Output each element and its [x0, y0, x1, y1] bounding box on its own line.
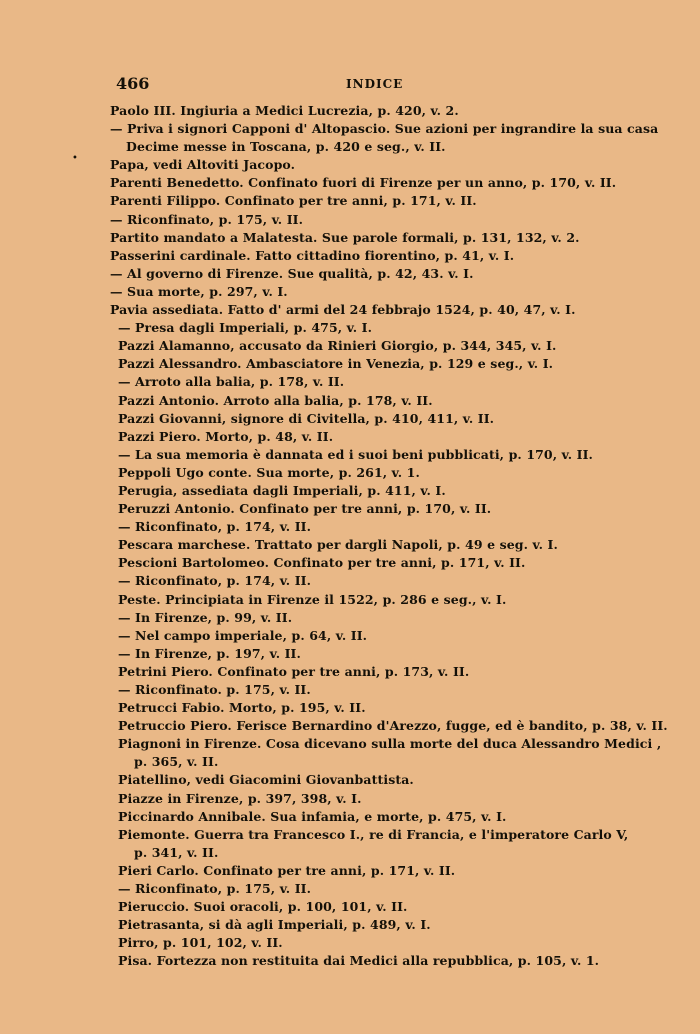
index-entry-text: Piazze in Firenze, p. 397, 398, v. I. — [118, 790, 362, 806]
index-entry-text: Passerini cardinale. Fatto cittadino fiorentino, p. 41, v. I. — [110, 247, 515, 263]
index-entry — [110, 591, 650, 609]
index-entry-text: Pietrasanta, si dà agli Imperiali, p. 489, v. I. — [118, 917, 431, 933]
index-entry-text: Piagnoni in Firenze. Cosa dicevano sulla morte del duca Alessandro Medici , — [118, 736, 662, 752]
index-entry-text: Piatellino, vedi Giacomini Giovanbattista. — [118, 772, 414, 788]
index-entry-text: — Priva i signori Capponi d' Altopascio. Sue azioni per ingrandire la sua casa — [110, 121, 659, 137]
index-entry-text: Partito mandato a Malatesta. Sue parole formali, p. 131, 132, v. 2. — [110, 229, 580, 245]
index-entry — [110, 102, 650, 120]
index-entry-text: Pisa. Fortezza non restituita dai Medici alla repubblica, p. 105, v. 1. — [118, 953, 600, 969]
index-entry-text: Pazzi Alessandro. Ambasciatore in Venezia, p. 129 e seg., v. I. — [118, 356, 554, 372]
index-entry — [110, 192, 650, 210]
index-entries — [110, 102, 668, 971]
index-entry-text: — La sua memoria è dannata ed i suoi beni pubblicati, p. 170, v. II. — [118, 446, 593, 462]
index-entry-text: Paolo III. Ingiuria a Medici Lucrezia, p. 420, v. 2. — [110, 103, 459, 118]
index-entry — [110, 790, 650, 808]
index-entry — [110, 446, 650, 464]
index-entry — [110, 482, 650, 500]
index-entry-text: Peste. Principiata in Firenze il 1522, p. 286 e seg., v. I. — [118, 591, 507, 607]
index-entry — [110, 301, 650, 319]
index-entry-text: Papa, vedi Altoviti Jacopo. — [110, 157, 296, 173]
index-entry-text: Pazzi Giovanni, signore di Civitella, p. 410, 411, v. II. — [118, 410, 495, 426]
index-entry — [110, 373, 650, 391]
index-entry — [110, 536, 650, 554]
index-entry — [110, 808, 650, 826]
index-entry — [110, 645, 650, 663]
index-entry-text: Perugia, assediata dagli Imperiali, p. 411, v. I. — [118, 482, 446, 498]
index-entry-text: Parenti Filippo. Confinato per tre anni, p. 171, v. II. — [110, 193, 477, 209]
index-entry — [110, 355, 650, 373]
index-entry-text: Pieruccio. Suoi oracoli, p. 100, 101, v. II. — [118, 899, 408, 915]
index-entry — [110, 627, 650, 645]
index-entry — [110, 934, 650, 952]
index-entry — [110, 862, 650, 880]
index-entry-text: Petrini Piero. Confinato per tre anni, p. 173, v. II. — [118, 663, 470, 679]
running-title: INDICE — [346, 77, 404, 91]
index-entry-text: Peruzzi Antonio. Confinato per tre anni, p. 170, v. II. — [118, 501, 492, 517]
index-entry-text: Pieri Carlo. Confinato per tre anni, p. 171, v. II. — [118, 862, 456, 878]
index-entry — [110, 898, 650, 916]
index-entry-text: Pescioni Bartolomeo. Confinato per tre anni, p. 171, v. II. — [118, 555, 526, 571]
index-entry-text: — Riconfinato, p. 174, v. II. — [118, 573, 312, 589]
index-entry — [110, 428, 650, 446]
index-entry-text: — In Firenze, p. 99, v. II. — [118, 609, 293, 625]
index-entry — [110, 156, 650, 174]
index-entry-text: Pazzi Alamanno, accusato da Rinieri Giorgio, p. 344, 345, v. I. — [118, 338, 557, 354]
index-entry — [110, 826, 650, 862]
index-entry-text: Piemonte. Guerra tra Francesco I., re di Francia, e l'imperatore Carlo V, — [118, 826, 629, 842]
index-entry — [110, 464, 650, 482]
index-entry — [110, 771, 650, 789]
index-entry — [110, 247, 650, 265]
index-entry-continuation: Decime messe in Toscana, p. 420 e seg., v. II. — [126, 139, 446, 155]
index-entry — [110, 681, 650, 699]
index-entry-text: — Riconfinato, p. 175, v. II. — [110, 211, 304, 227]
index-entry-continuation: p. 341, v. II. — [134, 844, 219, 860]
index-entry — [110, 120, 659, 156]
index-entry-text: Pazzi Antonio. Arroto alla balia, p. 178, v. II. — [118, 392, 433, 408]
index-entry-text: Peppoli Ugo conte. Sua morte, p. 261, v. 1. — [118, 464, 420, 480]
page-number: 466 — [116, 74, 150, 93]
index-entry-text: — Sua morte, p. 297, v. I. — [110, 283, 288, 299]
index-entry — [110, 337, 650, 355]
index-entry-text: — In Firenze, p. 197, v. II. — [118, 645, 301, 661]
index-entry-text: Pazzi Piero. Morto, p. 48, v. II. — [118, 428, 334, 444]
index-entry — [110, 392, 650, 410]
page-header — [116, 74, 596, 100]
index-entry-text: Piccinardo Annibale. Sua infamia, e morte, p. 475, v. I. — [118, 808, 507, 824]
index-entry — [110, 699, 650, 717]
index-entry — [110, 265, 650, 283]
index-entry-text: — Presa dagli Imperiali, p. 475, v. I. — [118, 320, 373, 336]
index-entry-text: — Riconfinato. p. 175, v. II. — [118, 682, 311, 697]
index-entry — [110, 554, 650, 572]
index-entry-text: Parenti Benedetto. Confinato fuori di Firenze per un anno, p. 170, v. II. — [110, 175, 617, 191]
index-entry — [110, 319, 650, 337]
index-entry — [110, 283, 650, 301]
index-entry-continuation: p. 365, v. II. — [134, 754, 219, 770]
index-entry — [110, 916, 650, 934]
index-entry — [110, 609, 650, 627]
index-entry-text: — Nel campo imperiale, p. 64, v. II. — [118, 627, 368, 643]
index-entry — [110, 229, 650, 247]
index-entry-text: — Riconfinato, p. 174, v. II. — [118, 519, 312, 535]
index-entry — [110, 500, 650, 518]
index-entry-text: — Riconfinato, p. 175, v. II. — [118, 881, 312, 897]
index-entry — [110, 174, 650, 192]
index-entry-text: Pescara marchese. Trattato per dargli Napoli, p. 49 e seg. v. I. — [118, 537, 558, 553]
index-entry-text: — Al governo di Firenze. Sue qualità, p. 42, 43. v. I. — [110, 265, 474, 281]
index-entry — [110, 663, 650, 681]
stray-mark: • — [72, 153, 78, 164]
index-entry — [110, 880, 650, 898]
index-entry-text: Pavia assediata. Fatto d' armi del 24 febbrajo 1524, p. 40, 47, v. I. — [110, 302, 576, 318]
index-entry-text: — Arroto alla balia, p. 178, v. II. — [118, 374, 345, 390]
index-entry — [110, 717, 668, 735]
index-entry-text: Petruccio Piero. Ferisce Bernardino d'Arezzo, fugge, ed è bandito, p. 38, v. II. — [118, 718, 668, 734]
index-entry — [110, 410, 650, 428]
index-entry — [110, 952, 650, 970]
index-entry-text: Petrucci Fabio. Morto, p. 195, v. II. — [118, 700, 366, 716]
index-entry — [110, 735, 662, 771]
index-entry-text: Pirro, p. 101, 102, v. II. — [118, 935, 283, 951]
index-entry — [110, 572, 650, 590]
index-entry — [110, 211, 650, 229]
index-entry — [110, 518, 650, 536]
